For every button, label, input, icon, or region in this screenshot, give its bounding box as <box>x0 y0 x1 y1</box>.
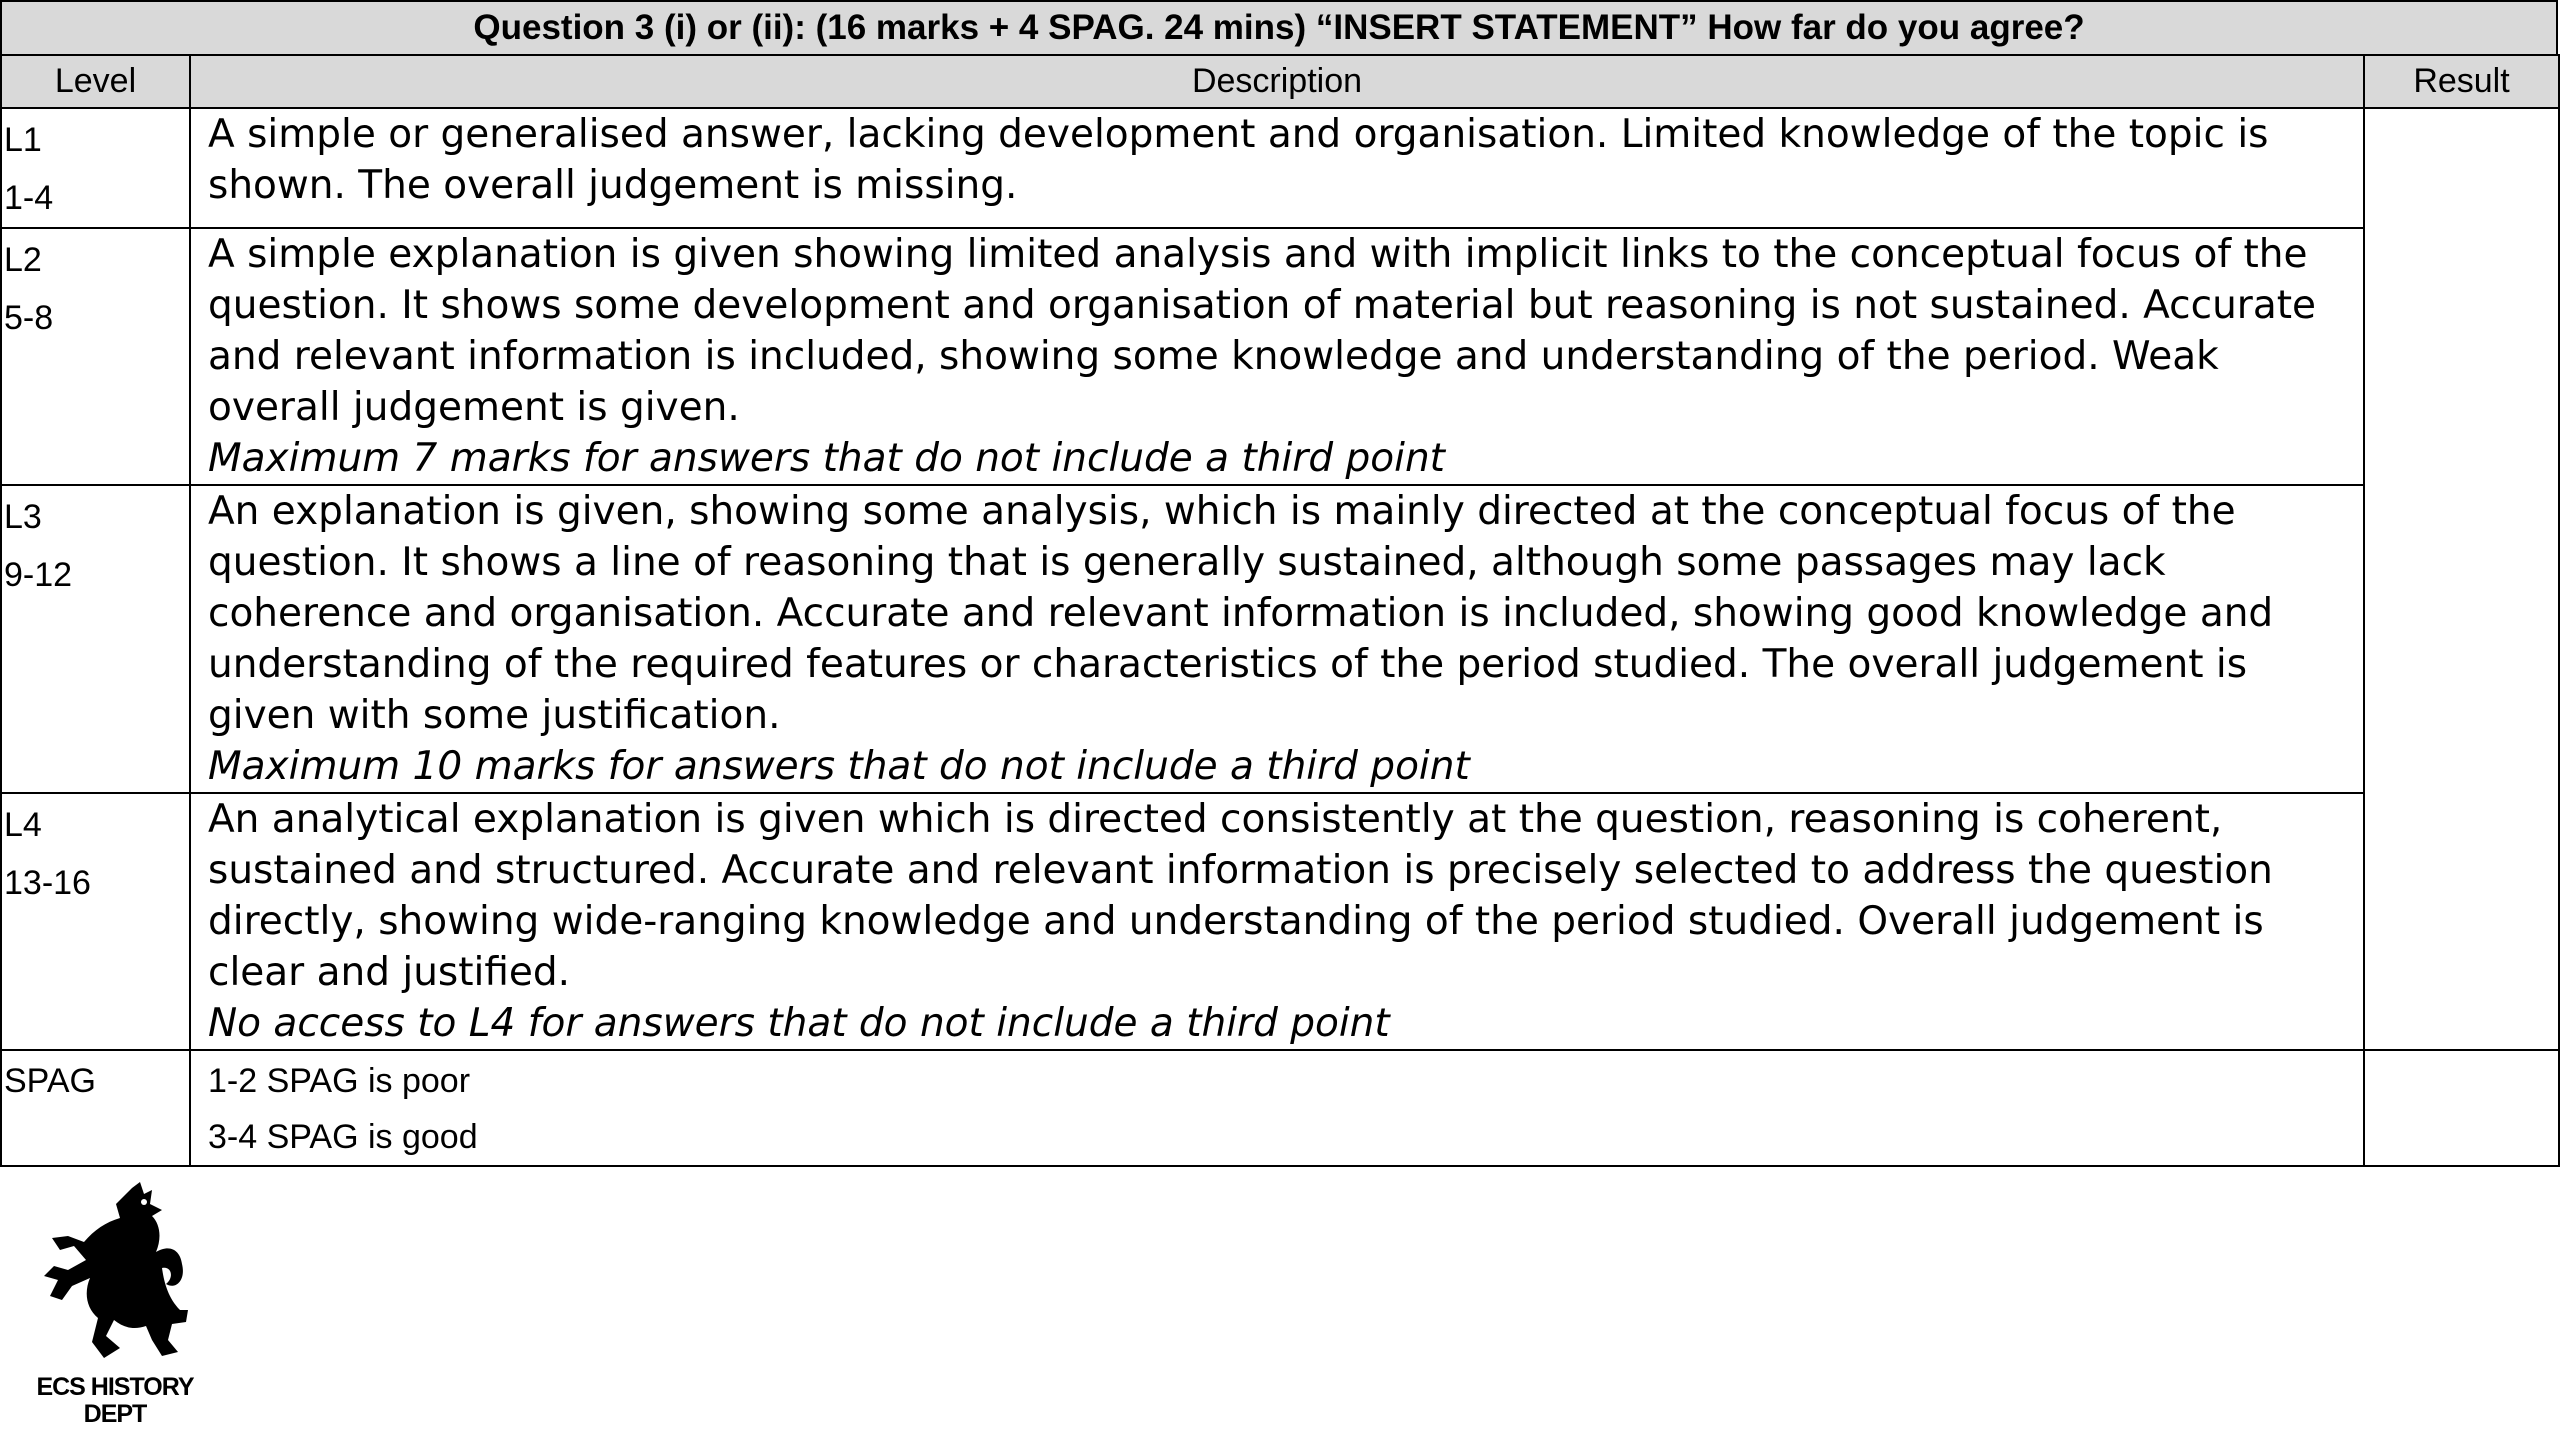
description-text: An explanation is given, showing some analysis, which is mainly directed at the conceptual focus of the question. It shows a line of reasoning that is generally sustained, although some passages may lack coherence and organisation. Accurate and relevant information is included, showing good knowledge and understanding of the required features or characteristics of the period studied. The overall judgement is given with some justification. <box>208 489 2274 738</box>
spag-label: SPAG <box>1 1050 190 1166</box>
question-title: Question 3 (i) or (ii): (16 marks + 4 SPAG. 24 mins) “INSERT STATEMENT” How far do you agree? <box>0 0 2558 56</box>
description-cell <box>190 228 2364 485</box>
caveat-text: Maximum 10 marks for answers that do not include a third point <box>208 744 1470 789</box>
logo-line-2: DEPT <box>83 1400 147 1428</box>
description-cell <box>190 108 2364 228</box>
description-text: An analytical explanation is given which is directed consistently at the question, reasoning is coherent, sustained and structured. Accurate and relevant information is precisely selected to address the question directly, showing wide-ranging knowledge and understanding of the period studied. Overall judgement is clear and justified. <box>208 797 2273 995</box>
table-row <box>1 485 2559 793</box>
spag-description-cell <box>190 1050 2364 1166</box>
level-label: L3 <box>4 498 42 536</box>
level-marks: 9-12 <box>4 556 73 594</box>
level-cell <box>1 228 190 485</box>
level-header: Level <box>1 55 190 108</box>
description-header: Description <box>190 55 2364 108</box>
caveat-text: Maximum 7 marks for answers that do not include a third point <box>208 436 1445 481</box>
table-row <box>1 228 2559 485</box>
level-label: L1 <box>4 121 42 159</box>
level-marks: 13-16 <box>4 864 91 902</box>
level-cell <box>1 485 190 793</box>
level-cell <box>1 108 190 228</box>
department-logo <box>20 1180 210 1430</box>
table-header-row <box>1 55 2559 108</box>
logo-line-1: ECS HISTORY <box>36 1373 194 1401</box>
result-cell[interactable] <box>2364 108 2559 1050</box>
level-marks: 5-8 <box>4 299 54 337</box>
logo-caption <box>20 1374 210 1428</box>
level-label: L2 <box>4 241 42 279</box>
description-text: A simple explanation is given showing limited analysis and with implicit links to the conceptual focus of the question. It shows some development and organisation of material but reasoning is not sustained. Accurate and relevant information is included, showing some knowledge and understanding of the period. Weak overall judgement is given. <box>208 232 2316 430</box>
caveat-text: No access to L4 for answers that do not include a third point <box>208 1001 1390 1046</box>
result-header: Result <box>2364 55 2559 108</box>
level-label: L4 <box>4 806 42 844</box>
description-cell <box>190 793 2364 1050</box>
spag-line-poor: 1-2 SPAG is poor <box>208 1062 471 1100</box>
spag-row <box>1 1050 2559 1166</box>
description-text: A simple or generalised answer, lacking development and organisation. Limited knowledge of the topic is shown. The overall judgement is missing. <box>208 112 2269 208</box>
spag-result-cell[interactable] <box>2364 1050 2559 1166</box>
table-row <box>1 793 2559 1050</box>
mark-scheme-table <box>0 54 2560 1167</box>
level-marks: 1-4 <box>4 179 54 217</box>
table-row <box>1 108 2559 228</box>
level-cell <box>1 793 190 1050</box>
spag-line-good: 3-4 SPAG is good <box>208 1118 478 1156</box>
description-cell <box>190 485 2364 793</box>
rampant-wolf-icon <box>40 1180 190 1370</box>
